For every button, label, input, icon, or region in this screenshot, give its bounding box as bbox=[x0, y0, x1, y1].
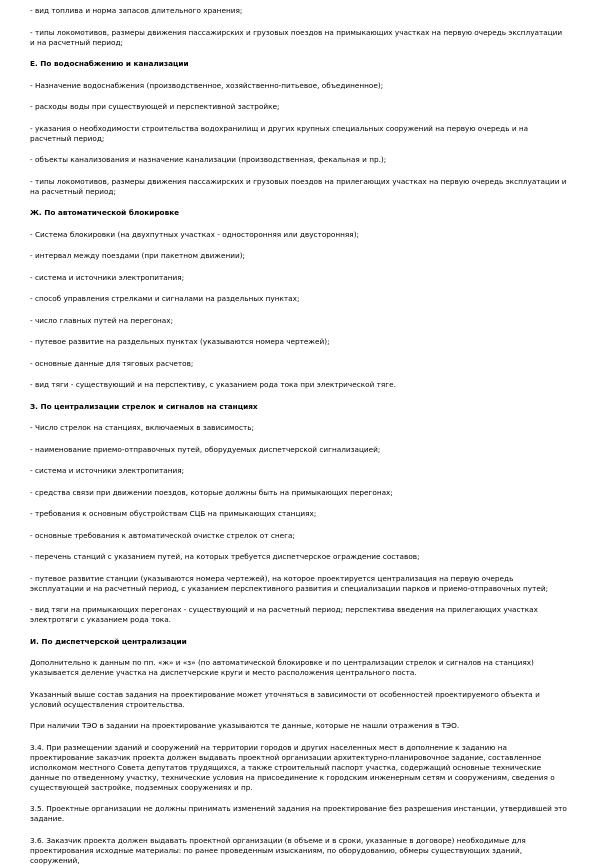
section-heading: И. По диспетчерской централизации bbox=[30, 636, 187, 646]
paragraph: 3.4. При размещении зданий и сооружений на территории городов и других населенных мест в дополнение к заданию на проектирование заказчик проекта должен выдавать проектной организации архитектурно-планировочное задание, составленное исполкомом местного Совета депутатов трудящихся, а также строительный паспорт участка, содержащий основные технические данные по отведенному участку, технические условия на присоединение к городским инженерным сетям и сооружениям, сведения о существующей застройке, подземных сооружениях и пр. bbox=[30, 742, 555, 792]
paragraph: - Число стрелок на станциях, включаемых в зависимость; bbox=[30, 423, 254, 432]
paragraph: При наличии ТЭО в задании на проектирование указываются те данные, которые не нашли отражения в ТЭО. bbox=[30, 721, 460, 730]
paragraph: - перечень станций с указанием путей, на которых требуется диспетчерское ограждение составов; bbox=[30, 552, 420, 561]
paragraph: - объекты канализования и назначение канализации (производственная, фекальная и пр.); bbox=[30, 155, 387, 164]
paragraph: - типы локомотивов, размеры движения пассажирских и грузовых поездов на прилегающих участках на первую очередь эксплуатации и на расчетный период; bbox=[30, 176, 567, 196]
paragraph: - система и источники электропитания; bbox=[30, 272, 185, 282]
paragraph: - число главных путей на перегонах; bbox=[30, 315, 174, 325]
paragraph: - указания о необходимости строительства водохранилищ и других крупных специальных сооружений на первую очередь и на расчетный период; bbox=[30, 123, 529, 143]
paragraph: - путевое развитие станции (указываются номера чертежей), на которое проектируется централизация на первую очередь эксплуатации и на расчетный период, с указанием перспективного развития и специализации парков и приемо-отправочных путей; bbox=[30, 573, 549, 593]
paragraph: 3.5. Проектные организации не должны принимать изменений задания на проектирование без разрешения инстанции, утвердившей это задание. bbox=[30, 804, 567, 823]
paragraph: - вид тяги - существующий и на перспективу, с указанием рода тока при электрической тяге. bbox=[30, 380, 396, 389]
paragraph: - вид тяги на примыкающих перегонах - существующий и на расчетный период; перспектива введения на прилегающих участках электротяги с указанием рода тока. bbox=[30, 605, 538, 624]
paragraph: Дополнительно к данным по пп. «ж» и «з» (по автоматической блокировке и по централизации стрелок и сигналов на станциях) указывается деление участка на диспетчерские круги и место расположения центрального поста. bbox=[30, 658, 534, 677]
paragraph: Указанный выше состав задания на проектирование может уточняться в зависимости от особенностей проектируемого объекта и условий осуществления строительства. bbox=[30, 689, 540, 709]
paragraph: - путевое развитие на раздельных пунктах (указываются номера чертежей); bbox=[30, 337, 330, 346]
paragraph: - требования к основным обустройствам СЦБ на примыкающих станциях; bbox=[30, 509, 317, 518]
paragraph: - основные данные для тяговых расчетов; bbox=[30, 358, 194, 368]
paragraph: - наименование приемо-отправочных путей, оборудуемых диспетчерской сигнализацией; bbox=[30, 444, 381, 454]
paragraph: - средства связи при движении поездов, которые должны быть на примыкающих перегонах; bbox=[30, 487, 393, 497]
section-heading: Е. По водоснабжению и канализации bbox=[30, 59, 189, 68]
paragraph: - Система блокировки (на двухпутных участках - односторонняя или двусторонняя); bbox=[30, 229, 360, 239]
paragraph: - вид топлива и норма запасов длительного хранения; bbox=[30, 6, 243, 15]
paragraph: - типы локомотивов, размеры движения пассажирских и грузовых поездов на примыкающих участках на первую очередь эксплуатации и на расчетный период; bbox=[30, 27, 563, 47]
paragraph: - основные требования к автоматической очистке стрелок от снега; bbox=[30, 530, 295, 540]
paragraph: - способ управления стрелками и сигналами на раздельных пунктах; bbox=[30, 294, 300, 303]
section-heading: Ж. По автоматической блокировке bbox=[30, 208, 180, 217]
paragraph: 3.6. Заказчик проекта должен выдавать проектной организации (в объеме и в сроки, указанные в договоре) необходимые для проектирования исходные материалы: по ранее проведенным изысканиям, по оборудованию, обмеры существующих зданий, сооружений, bbox=[30, 835, 526, 865]
paragraph: - система и источники электропитания; bbox=[30, 466, 185, 475]
paragraph: - Назначение водоснабжения (производственное, хозяйственно-питьевое, объединенное); bbox=[30, 80, 384, 90]
paragraph: - расходы воды при существующей и перспективной застройке; bbox=[30, 102, 280, 111]
paragraph: - интервал между поездами (при пакетном движении); bbox=[30, 251, 246, 260]
section-heading: З. По централизации стрелок и сигналов на станциях bbox=[30, 401, 258, 411]
